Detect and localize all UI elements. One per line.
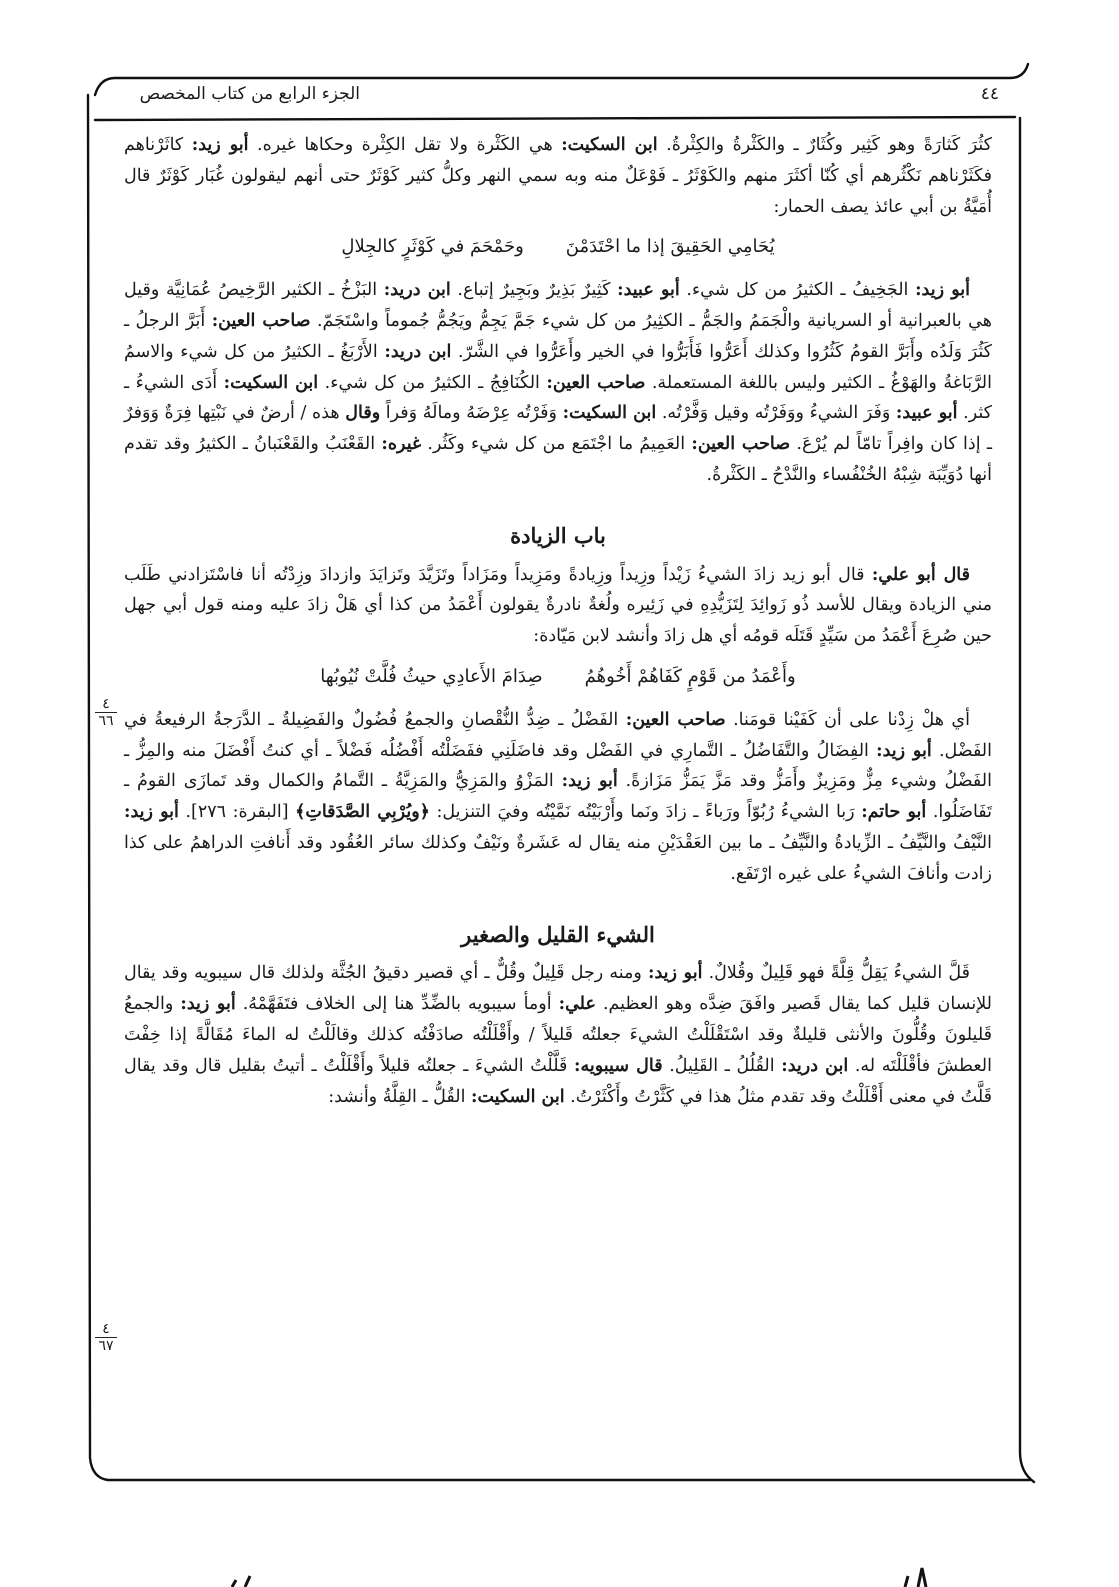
margin-ref-page: ٦٦ — [98, 713, 114, 729]
verse-second-hemistich: وحَمْحَمَ في كَوْثَرٍ كالجِلالِ — [341, 236, 524, 258]
text-run: البَزْخُ ـ الكثير الرَّخِيصُ عُمَانِيَّة وقيل هي بالعبرانية أو السريانية والْجَمَمُ والجَمُّ ـ الكثِيرُ من كل شيء جَمَّ يَجِمُّ ويَجُمُّ جُموماً واسْتَجَمّ. — [124, 280, 992, 331]
text-run: العَمِيمُ ما اجْتَمَع من كل شيء وكَثُر. — [421, 434, 692, 455]
scan-edge-marks — [0, 1546, 1119, 1587]
source-attribution: أبو زيد: — [191, 135, 249, 155]
text-run: قَلَّ الشيءُ يَقِلُّ قِلَّةً فهو قَلِيلٌ وقُلالٌ. — [702, 963, 970, 984]
source-attribution: صاحب العين: — [625, 709, 726, 730]
source-attribution: ﴿ويُرْبِي الصَّدَقاتِ﴾ — [295, 802, 430, 823]
source-attribution: ابن دريد: — [781, 1055, 849, 1076]
page-number: ٤٤ — [980, 84, 999, 104]
margin-page-ref — [95, 1322, 117, 1353]
text-run: ومنه رجل قَلِيلٌ وقُلٌّ ـ أي قصير دقيقُ الجُثَّة ولذلك قال سيبويه وقد يقال للإنسان قليل كما يقال قَصير وافَقَ ضِدَّه وهو العظيم. — [124, 963, 992, 1015]
main-text — [124, 130, 992, 1118]
source-attribution: ابن دريد: — [384, 341, 452, 362]
text-run: وَفَرْتُه عِرْضَهُ ومالَهُ وَفراً — [380, 403, 563, 424]
source-attribution: أبو زيد: — [561, 771, 618, 792]
paragraph — [124, 560, 992, 652]
text-run: كَثِيرٌ بَذِيرٌ وبَجِيرٌ إتباع. — [450, 280, 618, 301]
source-attribution: قال أبو علي: — [871, 564, 970, 585]
source-attribution: صاحب العين: — [546, 372, 646, 393]
source-attribution: ابن السكيت: — [471, 1086, 565, 1107]
text-run: الفَضْلُ ـ ضِدُّ النُّقْصانِ والجمعُ فُضُولٌ والفَضِيلةُ ـ الدَّرَجةُ الرفيعةُ في الفَضْل. — [124, 709, 992, 761]
source-attribution: أبو عبيد: — [895, 403, 958, 424]
text-run: قال أبو زيد زادَ الشيءُ زَيْداً وزِيداً وزِيادةً ومَزِيداً ومَزَاداً وتَزَيَّدَ وتَزايَدَ وازدادَ وزِدْتُه أنا فاسْتَزادني طَلَب مني الزيادة ويقال للأسد ذُو زَوائِدَ لِتَزَيُّدِهِ في زَئِيره ولُغةٌ نادرةٌ يقولون أَعْمَدُ من كذا أي هَلْ زادَ عليه ومنه قول أبي جهل حين صُرِعَ أَعْمَدُ من سَيِّدٍ قَتَلَه قومُه أي هل زادَ وأنشد لابن مَيّادة: — [124, 564, 992, 647]
verse-first-hemistich: وأَعْمَدُ من قَوْمٍ كَفَاهُمْ أَخُوهُمُ — [584, 665, 796, 687]
text-run: القَعْنَبُ والقَعْنَبانُ ـ الكثيرُ وقد تقدم أنها دُوَيِّبَة شِبْهُ الخُنْفُساء والنَّدْحُ ـ الكَثْرةُ. — [124, 434, 992, 485]
text-run: قَلَّلْتُ الشيءَ ـ جعلتُه قليلاً وأَقْلَلْتُ ـ أتيتُ بقليل قال وقد يقال قَلَّتُ في معنى أَقْلَلْتُ وقد تقدم مثلُ هذا في كَثَّرْتُ وأَكْثَرْتُ. — [124, 1055, 992, 1107]
running-header-title: الجزء الرابع من كتاب المخصص — [139, 84, 360, 104]
source-attribution: أبو حاتم: — [861, 802, 927, 823]
poetry-verse — [124, 232, 992, 263]
verse-first-hemistich: يُحَامِي الحَقِيقَ إذا ما احْتَدَمْنَ — [565, 236, 775, 258]
margin-ref-volume: ٤ — [95, 697, 117, 713]
source-attribution: قال سيبويه: — [574, 1055, 663, 1076]
source-attribution: أبو عبيد: — [617, 280, 680, 301]
text-run: الفِضَالُ والتَّفَاضُلُ ـ التَّمارِي في الفَضْل وقد فاضَلَنِي ففَضَلْتُه أَفْضُلُه فَضْلاً ـ أي كنتُ أَفْضَلَ منه والمِزُّ ـ الفَضْلُ وشيء مِزٌّ ومَزِيزٌ وأَمَزُّ وقد مَزَّ يَمَزُّ مَزَازةً. — [124, 740, 992, 792]
source-attribution: أبو زيد: — [876, 740, 932, 761]
text-run: القُلُّ ـ القِلَّةُ وأنشد: — [328, 1086, 472, 1107]
frame-right-edge — [1020, 118, 1034, 1482]
text-run: كثُرَ كَثارَةً وهو كَثِير وكُثَارٌ ـ والكَثْرةُ والكِثْرةُ. — [657, 135, 993, 155]
text-run: أَدَى الشيءُ ـ كثر. — [124, 372, 992, 424]
frame-left-edge — [88, 95, 108, 1480]
source-attribution: ابن السكيت: — [223, 372, 319, 393]
text-run: الكُنَافِجُ ـ الكثيرُ من كل شيء. — [318, 372, 547, 393]
source-attribution: أبو زيد: — [648, 963, 703, 984]
source-attribution: وقال — [345, 403, 381, 424]
paragraph — [124, 958, 992, 1112]
section-heading: الشيء القليل والصغير — [461, 921, 655, 947]
margin-ref-page: ٦٧ — [98, 1338, 114, 1354]
source-attribution: ابن السكيت: — [561, 135, 658, 155]
margin-ref-volume: ٤ — [95, 1322, 117, 1338]
source-attribution: ابن السكيت: — [562, 403, 657, 424]
text-run: والجمعُ قَليلونَ وقُلُّونَ والأنثى قليلةٌ وقد اسْتَقْلَلْتُ الشيءَ جعلتُه قَليلاً / وأَقْلَلْتُه صادَفْتُه كذلك وقالَلْتُ له الماءَ مُقَالَّةً إذا خِفْتَ العطشَ فأقْلَلْتَه له. — [124, 994, 992, 1076]
poetry-verse — [124, 662, 992, 693]
text-run: المَزْوُ والمَزِيُّ والمَزِيَّةُ ـ التَّمامُ والكمال وقد تَمازَى القومُ ـ تَفَاضَلُوا. — [124, 771, 992, 823]
text-run: وَفَرَ الشيءُ ووَفَرْتُه وقيل وَفَّرْتُه. — [656, 403, 896, 424]
text-run: الأَرْبَغُ ـ الكثيرُ من كل شيء والاسمُ الرَّبَاغةُ والهَوْغُ ـ الكثير وليس باللغة المستعملة. — [124, 341, 992, 393]
text-run: الجَخِيفُ ـ الكثيرُ من كل شيء. — [679, 280, 916, 301]
source-attribution: ابن دريد: — [383, 280, 451, 301]
text-run: النَّيْفُ والنَّيِّفُ ـ الزِّيادةُ والنَّيِّفُ ـ ما بين العَقْدَيْنِ منه يقال له عَشَرةٌ ونَيْفٌ وكذلك سائر العُقُود وقد أَنافتِ الدراهمُ على كذا زادت وأنافَ الشيءُ على غيره ارْتَفَع. — [124, 832, 992, 884]
margin-page-ref — [95, 697, 117, 728]
paragraph — [124, 705, 992, 890]
text-run: هذه / أرضٌ في نَبْتِها فِرَةٌ وَوَفرٌ ـ إذا كان وافِراً تامّاً لم يُرْعَ. — [124, 403, 992, 455]
source-attribution: أبو زيد: — [124, 802, 179, 823]
source-attribution: أبو زيد: — [915, 280, 970, 301]
text-run: رَبا الشيءُ رُبُوّاً ورَباءً ـ زادَ ونَما وأَرْبَيْتُه نَمَّيْتُه وفيَ التنزيل: — [429, 802, 862, 823]
text-run: أَبَرَّ الرجلُ ـ كَثُرَ وَلَدُه وأَبَرَّ القومُ كَثُرُوا وكذلك أَعَرُّوا فَأَبَرُّوا في الخير وأَعَرُّوا في الشَّرّ. — [124, 310, 993, 362]
source-attribution: علي: — [558, 994, 596, 1015]
section-heading: باب الزيادة — [510, 522, 606, 548]
paragraph — [124, 130, 992, 222]
source-attribution: غيره: — [381, 434, 422, 455]
verse-second-hemistich: صِدَامَ الأَعادِي حيثُ فُلَّتْ نُيُوبُها — [320, 665, 543, 687]
text-run: كاثَرْناهم فكَثَرْناهم نَكْثُرهم أي كُنّا أكثَرَ منهم والكَوْثَرُ ـ فَوْعَلٌ منه وبه سمي النهر وكلُّ كثير كَوْثَرٌ حتى أنهم ليقولون غُبَار كَوْثَرٌ قال أُمَيَّةُ بن أبي عائذ يصف الحمار: — [124, 135, 992, 217]
text-run: أي هلْ زِدْنا على أن كَفَيْنا قومَنا. — [725, 709, 970, 730]
source-attribution: أبو زيد: — [180, 994, 236, 1015]
text-run: [البقرة: ٢٧٦]. — [178, 802, 296, 823]
text-run: أومأ سيبويه بالضِّدِّ هنا إلى الخلاف فتَفَهَّمْهُ. — [235, 994, 559, 1015]
header-underline — [95, 117, 1015, 120]
source-attribution: صاحب العين: — [691, 434, 791, 455]
text-run: هي الكَثْرة ولا تقل الكِثْرة وحكاها غيره. — [248, 135, 562, 155]
source-attribution: صاحب العين: — [211, 310, 311, 331]
text-run: القُلُلُ ـ القَلِيلُ. — [662, 1055, 782, 1076]
paragraph — [124, 275, 992, 491]
